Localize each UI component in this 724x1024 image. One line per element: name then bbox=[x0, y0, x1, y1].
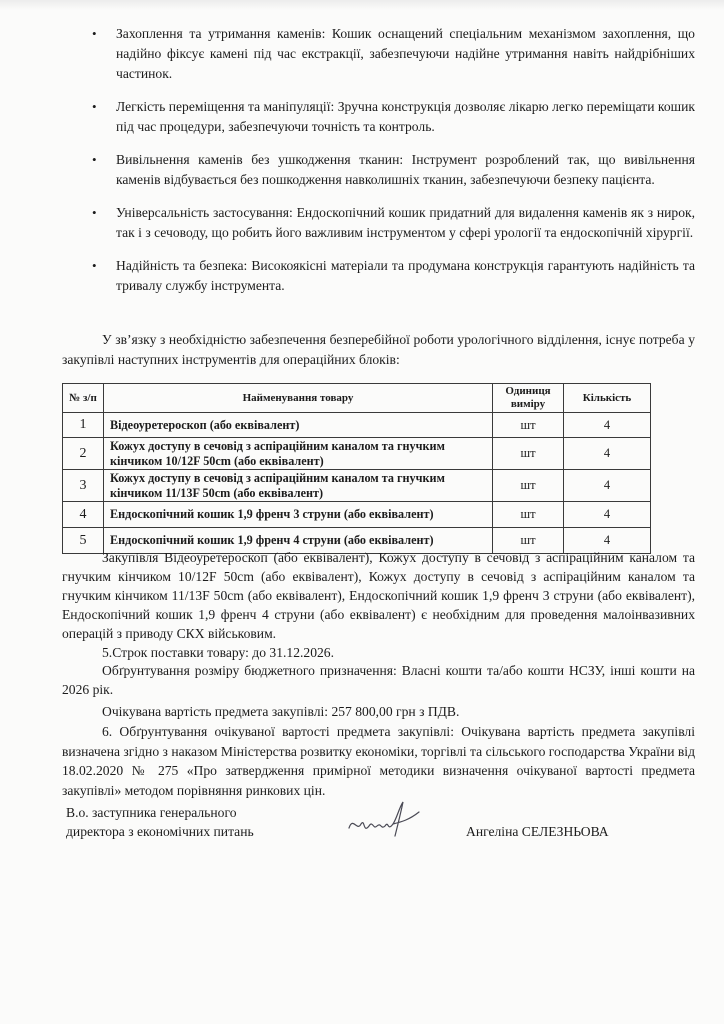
signatory-position bbox=[66, 803, 254, 841]
header-name: Найменування товару bbox=[104, 384, 493, 413]
items-table bbox=[62, 383, 651, 554]
handwritten-signature-icon bbox=[343, 798, 423, 840]
bullet-icon: • bbox=[92, 26, 97, 41]
feature-item bbox=[90, 24, 695, 84]
feature-title: Надійність та безпека: bbox=[116, 258, 248, 273]
row-qty: 4 bbox=[564, 528, 651, 554]
header-qty: Кількість bbox=[564, 384, 651, 413]
bullet-icon: • bbox=[92, 99, 97, 114]
row-qty: 4 bbox=[564, 438, 651, 470]
position-line-1: В.о. заступника генерального bbox=[66, 805, 237, 820]
row-qty: 4 bbox=[564, 413, 651, 438]
feature-text: Інструмент розроблений так, що вивільнення каменів відбувається без пошкодження навколишніх тканин, забезпечуючи безпеку пацієнта. bbox=[116, 152, 696, 187]
row-num: 5 bbox=[63, 528, 104, 554]
feature-title: Вивільнення каменів без ушкодження тканин: bbox=[116, 152, 404, 167]
bullet-icon: • bbox=[92, 152, 97, 167]
row-name: Ендоскопічний кошик 1,9 френч 3 струни (або еквівалент) bbox=[104, 502, 493, 528]
intro-paragraph: У зв’язку з необхідністю забезпечення безперебійної роботи урологічного відділення, існує потреба у закупівлі наступних інструментів для операційних блоків: bbox=[62, 332, 695, 367]
feature-title: Захоплення та утримання каменів: bbox=[116, 26, 326, 41]
feature-title: Легкість переміщення та маніпуляції: bbox=[116, 99, 335, 114]
row-name: Ендоскопічний кошик 1,9 френч 4 струни (або еквівалент) bbox=[104, 528, 493, 554]
bullet-icon: • bbox=[92, 258, 97, 273]
row-qty: 4 bbox=[564, 470, 651, 502]
table-row bbox=[63, 470, 651, 502]
row-unit: шт bbox=[493, 438, 564, 470]
table-row bbox=[63, 438, 651, 470]
row-name: Кожух доступу в сечовід з аспіраційним каналом та гнучким кінчиком 11/13F 50cm (або еквівалент) bbox=[104, 470, 493, 502]
feature-item bbox=[90, 203, 695, 243]
table-row bbox=[63, 502, 651, 528]
table-row bbox=[63, 413, 651, 438]
bullet-icon: • bbox=[92, 205, 97, 220]
row-name: Кожух доступу в сечовід з аспіраційним каналом та гнучким кінчиком 10/12F 50cm (або еквівалент) bbox=[104, 438, 493, 470]
feature-text: Зручна конструкція дозволяє лікарю легко переміщати кошик під час процедури, забезпечуючи точність та контроль. bbox=[116, 99, 695, 134]
signatory-name: Ангеліна СЕЛЕЗНЬОВА bbox=[466, 824, 609, 839]
header-unit: Одиниця виміру bbox=[493, 384, 564, 413]
expected-cost: Очікувана вартість предмета закупівлі: 257 800,00 грн з ПДВ. bbox=[102, 704, 460, 719]
scan-edge bbox=[0, 0, 724, 10]
feature-item bbox=[90, 97, 695, 137]
row-num: 1 bbox=[63, 413, 104, 438]
delivery-term: 5.Строк поставки товару: до 31.12.2026. bbox=[102, 645, 334, 660]
feature-title: Універсальність застосування: bbox=[116, 205, 293, 220]
row-num: 4 bbox=[63, 502, 104, 528]
feature-item bbox=[90, 256, 695, 296]
budget-justification: Обґрунтування розміру бюджетного призначення: Власні кошти та/або кошти НСЗУ, інші кошти на 2026 рік. bbox=[62, 663, 695, 697]
row-num: 2 bbox=[63, 438, 104, 470]
position-line-2: директора з економічних питань bbox=[66, 824, 254, 839]
feature-list bbox=[90, 24, 695, 309]
row-unit: шт bbox=[493, 470, 564, 502]
purchase-paragraph: Закупівля Відеоуретероскоп (або еквівалент), Кожух доступу в сечовід з аспіраційним каналом та гнучким кінчиком 10/12F 50cm (або еквівалент), Кожух доступу в сечовід з аспіраційним каналом та гнучким кінчиком 11/13F 50cm (або еквівалент), Ендоскопічний кошик 1,9 френч 3 струни (або еквівалент), Ендоскопічний кошик 1,9 френч 4 струни (або еквівалент) є необхідним для проведення малоінвазивних операцій з приводу СКХ військовим. bbox=[62, 550, 695, 641]
feature-text: Ендоскопічний кошик придатний для видалення каменів як з нирок, так і з сечоводу, що робить його важливим інструментом у сфері урології та ендоскопічній хірургії. bbox=[116, 205, 696, 240]
row-unit: шт bbox=[493, 528, 564, 554]
cost-justification: 6. Обґрунтування очікуваної вартості предмета закупівлі: Очікувана вартість предмета закупівлі визначена згідно з наказом Міністерства розвитку економіки, торгівлі та сільського господарства України від 18.02.2020 № 275 «Про затвердження примірної методики визначення очікуваної вартості предмета закупівлі» методом порівняння ринкових цін. bbox=[62, 724, 695, 798]
row-name: Відеоуретероскоп (або еквівалент) bbox=[104, 413, 493, 438]
feature-text: Кошик оснащений спеціальним механізмом захоплення, що надійно фіксує камені під час екстракції, забезпечуючи надійне утримання навіть найдрібніших частинок. bbox=[116, 26, 695, 81]
row-unit: шт bbox=[493, 502, 564, 528]
header-num: № з/п bbox=[63, 384, 104, 413]
row-num: 3 bbox=[63, 470, 104, 502]
feature-text: Високоякісні матеріали та продумана конструкція гарантують надійність та тривалу службу інструмента. bbox=[116, 258, 695, 293]
table-header-row bbox=[63, 384, 651, 413]
row-unit: шт bbox=[493, 413, 564, 438]
feature-item bbox=[90, 150, 695, 190]
row-qty: 4 bbox=[564, 502, 651, 528]
